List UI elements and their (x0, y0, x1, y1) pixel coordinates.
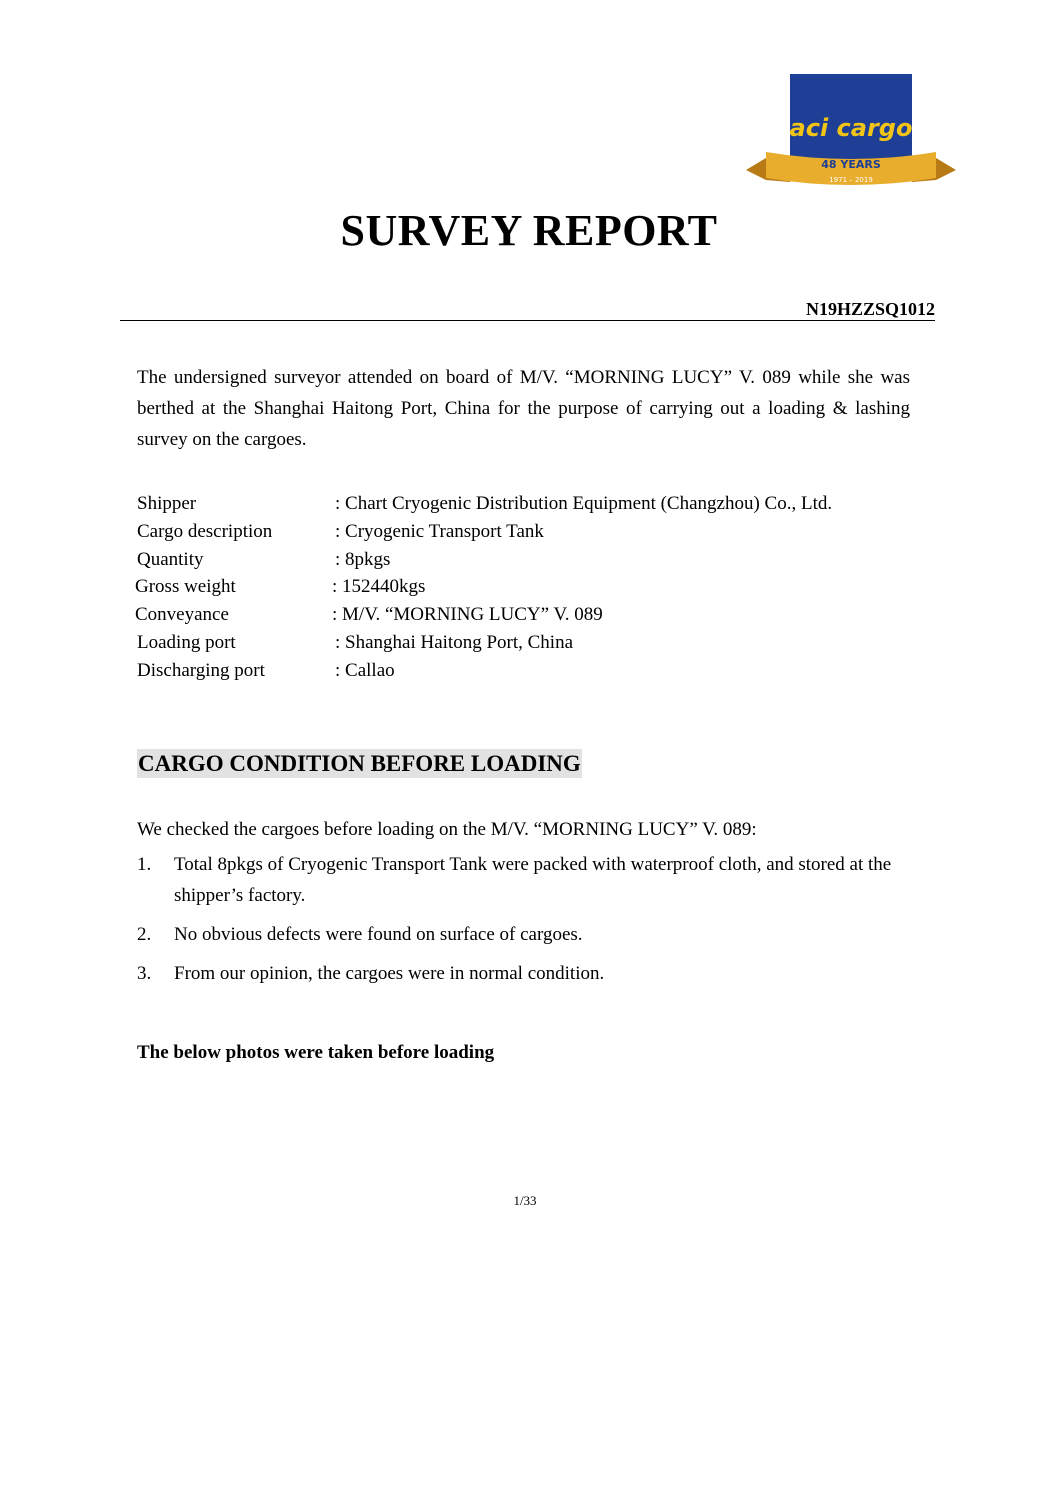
detail-value: : 152440kgs (332, 576, 426, 598)
detail-row-loading-port (137, 629, 917, 657)
list-item-text: No obvious defects were found on surface of cargoes. (174, 924, 583, 945)
photos-caption: The below photos were taken before loading (137, 1042, 495, 1063)
report-reference-number: N19HZZSQ1012 (805, 299, 935, 319)
list-item (137, 919, 897, 950)
detail-row-gross-weight (137, 573, 917, 601)
detail-label: Quantity (137, 548, 204, 570)
list-item-number: 2. (137, 924, 152, 945)
shipment-details (137, 490, 917, 685)
report-title: SURVEY REPORT (340, 206, 718, 255)
list-item (137, 958, 897, 989)
detail-row-discharging-port (137, 657, 917, 685)
detail-value: : Shanghai Haitong Port, China (335, 631, 574, 653)
section-heading-cargo-condition: CARGO CONDITION BEFORE LOADING (138, 751, 581, 776)
detail-value: : 8pkgs (335, 548, 391, 570)
logo-brand-text: aci cargo (789, 114, 913, 142)
findings-list (137, 849, 897, 997)
detail-row-quantity (137, 546, 917, 574)
list-item-number: 3. (137, 963, 152, 984)
detail-row-cargo-description (137, 518, 917, 546)
list-item-text: Total 8pkgs of Cryogenic Transport Tank were packed with waterproof cloth, and stored at the shipper’s factory. (174, 854, 892, 906)
logo-years-text: 1971 – 2019 (829, 176, 873, 184)
list-item (137, 849, 897, 911)
detail-label: Cargo description (137, 520, 273, 542)
header-divider (120, 320, 935, 321)
detail-row-conveyance (137, 601, 917, 629)
detail-row-shipper (137, 490, 917, 518)
detail-value: : Callao (335, 659, 395, 681)
logo-ribbon-text: 48 YEARS (821, 158, 881, 171)
detail-value: : Cryogenic Transport Tank (335, 520, 544, 542)
list-item-number: 1. (137, 854, 152, 875)
company-logo (744, 74, 958, 190)
detail-label: Gross weight (135, 576, 236, 598)
section-lead-text: We checked the cargoes before loading on the M/V. “MORNING LUCY” V. 089: (137, 819, 757, 840)
detail-value: : M/V. “MORNING LUCY” V. 089 (332, 604, 603, 626)
page-number: 1/33 (513, 1193, 537, 1208)
detail-label: Conveyance (135, 604, 229, 626)
list-item-text: From our opinion, the cargoes were in normal condition. (174, 963, 605, 984)
detail-value: : Chart Cryogenic Distribution Equipment (Changzhou) Co., Ltd. (335, 493, 833, 514)
aci-cargo-logo-graphic (744, 74, 958, 190)
detail-label: Loading port (137, 631, 236, 653)
intro-paragraph: The undersigned surveyor attended on board of M/V. “MORNING LUCY” V. 089 while she was berthed at the Shanghai Haitong Port, China for the purpose of carrying out a loading & lashing survey on the cargoes. (137, 367, 910, 450)
detail-label: Shipper (137, 493, 197, 514)
detail-label: Discharging port (137, 659, 265, 681)
